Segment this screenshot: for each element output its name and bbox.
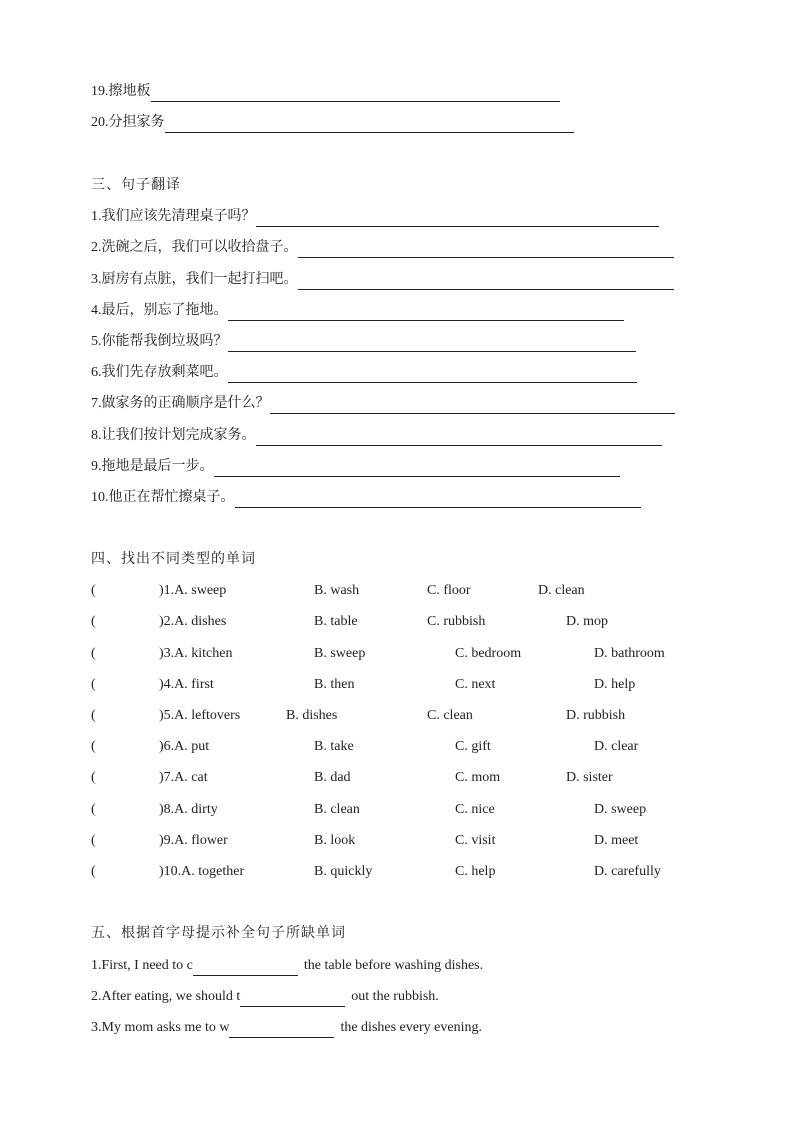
answer-blank[interactable] [235, 491, 641, 508]
sentence-end: the table before washing dishes. [303, 958, 484, 973]
option-a: )6.A. put [159, 739, 210, 754]
fill-item-1 [91, 956, 483, 976]
option-d: D. sister [566, 770, 613, 785]
vocab-label: 19.擦地板 [91, 84, 151, 99]
option-b: B. then [314, 677, 355, 692]
answer-paren[interactable]: ( [91, 708, 96, 723]
answer-blank[interactable] [240, 991, 345, 1007]
answer-blank[interactable] [228, 304, 624, 321]
option-a: )2.A. dishes [159, 614, 227, 629]
section-3-title: 三、句子翻译 [91, 178, 181, 193]
translation-item-8 [91, 426, 662, 446]
option-d: D. clear [594, 739, 639, 754]
sentence-end: out the rubbish. [351, 989, 439, 1004]
translation-label: 7.做家务的正确顺序是什么？ [91, 396, 270, 411]
option-a: )5.A. leftovers [159, 708, 241, 723]
answer-paren[interactable]: ( [91, 614, 96, 629]
option-c: C. gift [455, 739, 491, 754]
question-row [0, 612, 794, 632]
translation-item-4 [91, 301, 624, 321]
answer-blank[interactable] [298, 241, 674, 258]
question-row [0, 581, 794, 601]
vocab-label: 20.分担家务 [91, 115, 165, 130]
option-a: )4.A. first [159, 677, 214, 692]
option-b: B. take [314, 739, 354, 754]
option-a: )8.A. dirty [159, 802, 218, 817]
translation-label: 6.我们先存放剩菜吧。 [91, 365, 228, 380]
question-row [0, 675, 794, 695]
translation-label: 9.拖地是最后一步。 [91, 459, 214, 474]
option-b: B. dad [314, 770, 351, 785]
translation-item-2 [91, 238, 674, 258]
sentence-end: the dishes every evening. [340, 1020, 482, 1035]
translation-item-3 [91, 270, 674, 290]
question-row [0, 862, 794, 882]
option-a: )10.A. together [159, 864, 245, 879]
question-row [0, 644, 794, 664]
option-c: C. floor [427, 583, 471, 598]
option-b: B. table [314, 614, 358, 629]
answer-blank[interactable] [193, 960, 298, 976]
option-c: C. clean [427, 708, 473, 723]
option-d: D. carefully [594, 864, 661, 879]
option-d: D. rubbish [566, 708, 626, 723]
answer-blank[interactable] [298, 273, 674, 290]
option-b: B. clean [314, 802, 360, 817]
translation-item-5 [91, 332, 636, 352]
answer-paren[interactable]: ( [91, 646, 96, 661]
option-c: C. bedroom [455, 646, 522, 661]
sentence-start: 1.First, I need to c [91, 958, 193, 973]
option-c: C. mom [455, 770, 501, 785]
question-row [0, 768, 794, 788]
translation-label: 2.洗碗之后，我们可以收拾盘子。 [91, 240, 298, 255]
option-c: C. next [455, 677, 496, 692]
option-d: D. meet [594, 833, 639, 848]
option-b: B. quickly [314, 864, 373, 879]
answer-blank[interactable] [165, 116, 574, 133]
sentence-start: 2.After eating, we should t [91, 989, 241, 1004]
translation-label: 1.我们应该先清理桌子吗？ [91, 209, 256, 224]
vocab-item-20 [91, 113, 574, 133]
answer-blank[interactable] [256, 210, 659, 227]
answer-paren[interactable]: ( [91, 770, 96, 785]
answer-paren[interactable]: ( [91, 677, 96, 692]
question-row [0, 831, 794, 851]
option-b: B. look [314, 833, 356, 848]
answer-blank[interactable] [270, 397, 675, 414]
option-a: )3.A. kitchen [159, 646, 233, 661]
answer-paren[interactable]: ( [91, 833, 96, 848]
section-4-title: 四、找出不同类型的单词 [91, 552, 256, 567]
translation-label: 10.他正在帮忙擦桌子。 [91, 490, 235, 505]
question-row [0, 800, 794, 820]
sentence-start: 3.My mom asks me to w [91, 1020, 230, 1035]
question-row [0, 737, 794, 757]
option-d: D. help [594, 677, 636, 692]
answer-blank[interactable] [228, 335, 636, 352]
answer-paren[interactable]: ( [91, 739, 96, 754]
option-c: C. help [455, 864, 496, 879]
answer-paren[interactable]: ( [91, 583, 96, 598]
answer-blank[interactable] [229, 1022, 334, 1038]
section-5-title: 五、根据首字母提示补全句子所缺单词 [91, 926, 346, 941]
fill-item-3 [91, 1018, 482, 1038]
option-b: B. dishes [286, 708, 338, 723]
option-c: C. rubbish [427, 614, 486, 629]
option-a: )7.A. cat [159, 770, 208, 785]
translation-item-10 [91, 488, 641, 508]
option-c: C. nice [455, 802, 495, 817]
answer-blank[interactable] [151, 85, 560, 102]
option-d: D. clean [538, 583, 585, 598]
translation-label: 8.让我们按计划完成家务。 [91, 428, 256, 443]
option-b: B. sweep [314, 646, 366, 661]
option-a: )1.A. sweep [159, 583, 227, 598]
translation-label: 3.厨房有点脏，我们一起打扫吧。 [91, 272, 298, 287]
translation-item-1 [91, 207, 659, 227]
question-row [0, 706, 794, 726]
option-b: B. wash [314, 583, 360, 598]
translation-item-9 [91, 457, 620, 477]
answer-paren[interactable]: ( [91, 864, 96, 879]
option-d: D. sweep [594, 802, 647, 817]
option-a: )9.A. flower [159, 833, 228, 848]
vocab-item-19 [91, 82, 560, 102]
option-d: D. bathroom [594, 646, 665, 661]
translation-label: 4.最后，别忘了拖地。 [91, 303, 228, 318]
answer-blank[interactable] [256, 429, 662, 446]
translation-item-6 [91, 363, 637, 383]
answer-blank[interactable] [228, 366, 637, 383]
translation-label: 5.你能帮我倒垃圾吗？ [91, 334, 228, 349]
option-d: D. mop [566, 614, 608, 629]
option-c: C. visit [455, 833, 496, 848]
answer-paren[interactable]: ( [91, 802, 96, 817]
fill-item-2 [91, 987, 439, 1007]
answer-blank[interactable] [214, 460, 620, 477]
translation-item-7 [91, 394, 675, 414]
